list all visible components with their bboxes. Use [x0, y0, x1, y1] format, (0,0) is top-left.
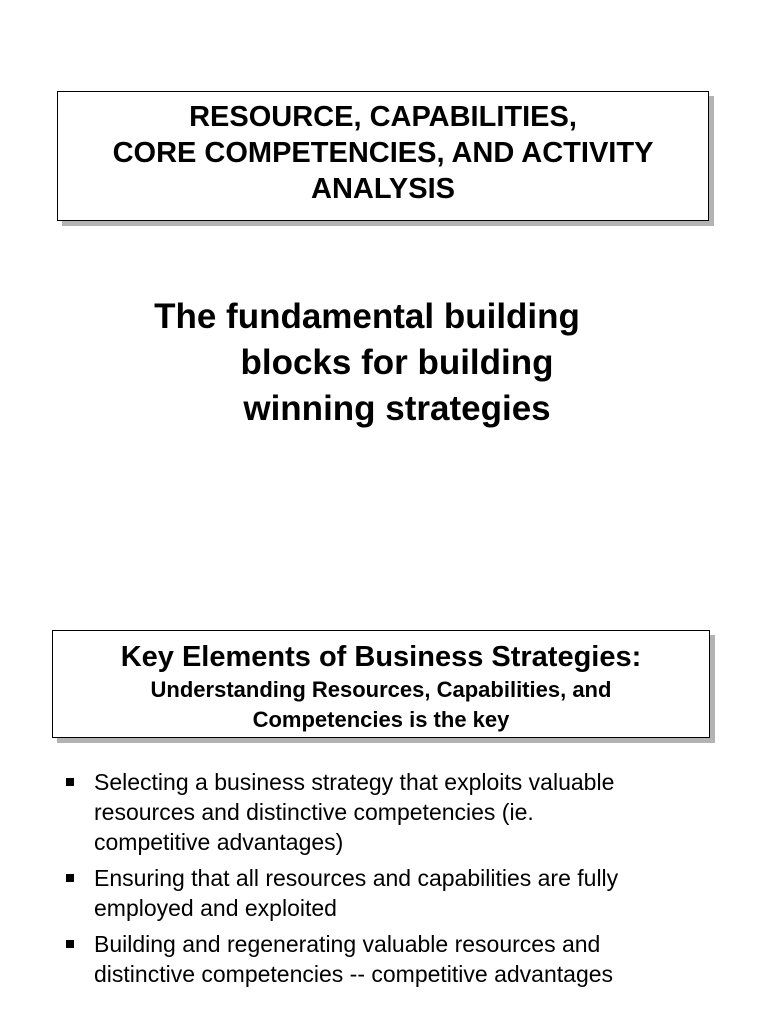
square-bullet-icon — [66, 874, 74, 882]
bullet-line: employed and exploited — [94, 895, 337, 921]
bullet-line: Ensuring that all resources and capabilities are fully — [94, 865, 619, 891]
bullet-line: distinctive competencies -- competitive advantages — [94, 961, 614, 987]
bullet-line: Selecting a business strategy that exploits valuable — [94, 769, 615, 795]
subtitle-line: winning strategies — [243, 389, 551, 428]
bullet-line: Building and regenerating valuable resources and — [94, 931, 601, 957]
bullet-item — [66, 767, 726, 857]
subtitle-line: blocks for building — [240, 343, 554, 382]
title-line: CORE COMPETENCIES, AND ACTIVITY — [112, 137, 654, 169]
bullet-line: competitive advantages) — [94, 829, 344, 855]
bullet-text — [94, 929, 613, 989]
bullet-list — [66, 767, 726, 995]
section-heading-box — [52, 630, 710, 738]
bullet-item — [66, 929, 726, 989]
title-box — [57, 91, 709, 221]
square-bullet-icon — [66, 778, 74, 786]
subtitle-line: The fundamental building — [154, 297, 580, 336]
bullet-text — [94, 863, 618, 923]
section-subheading-line: Understanding Resources, Capabilities, and — [150, 677, 612, 702]
title-line: ANALYSIS — [311, 173, 455, 205]
square-bullet-icon — [66, 940, 74, 948]
bullet-item — [66, 863, 726, 923]
bullet-line: resources and distinctive competencies (ie. — [94, 799, 534, 825]
subtitle — [0, 294, 768, 432]
section-subheading-line: Competencies is the key — [252, 707, 510, 732]
bullet-text — [94, 767, 614, 857]
title-line: RESOURCE, CAPABILITIES, — [189, 101, 577, 133]
section-heading: Key Elements of Business Strategies: — [120, 641, 642, 673]
